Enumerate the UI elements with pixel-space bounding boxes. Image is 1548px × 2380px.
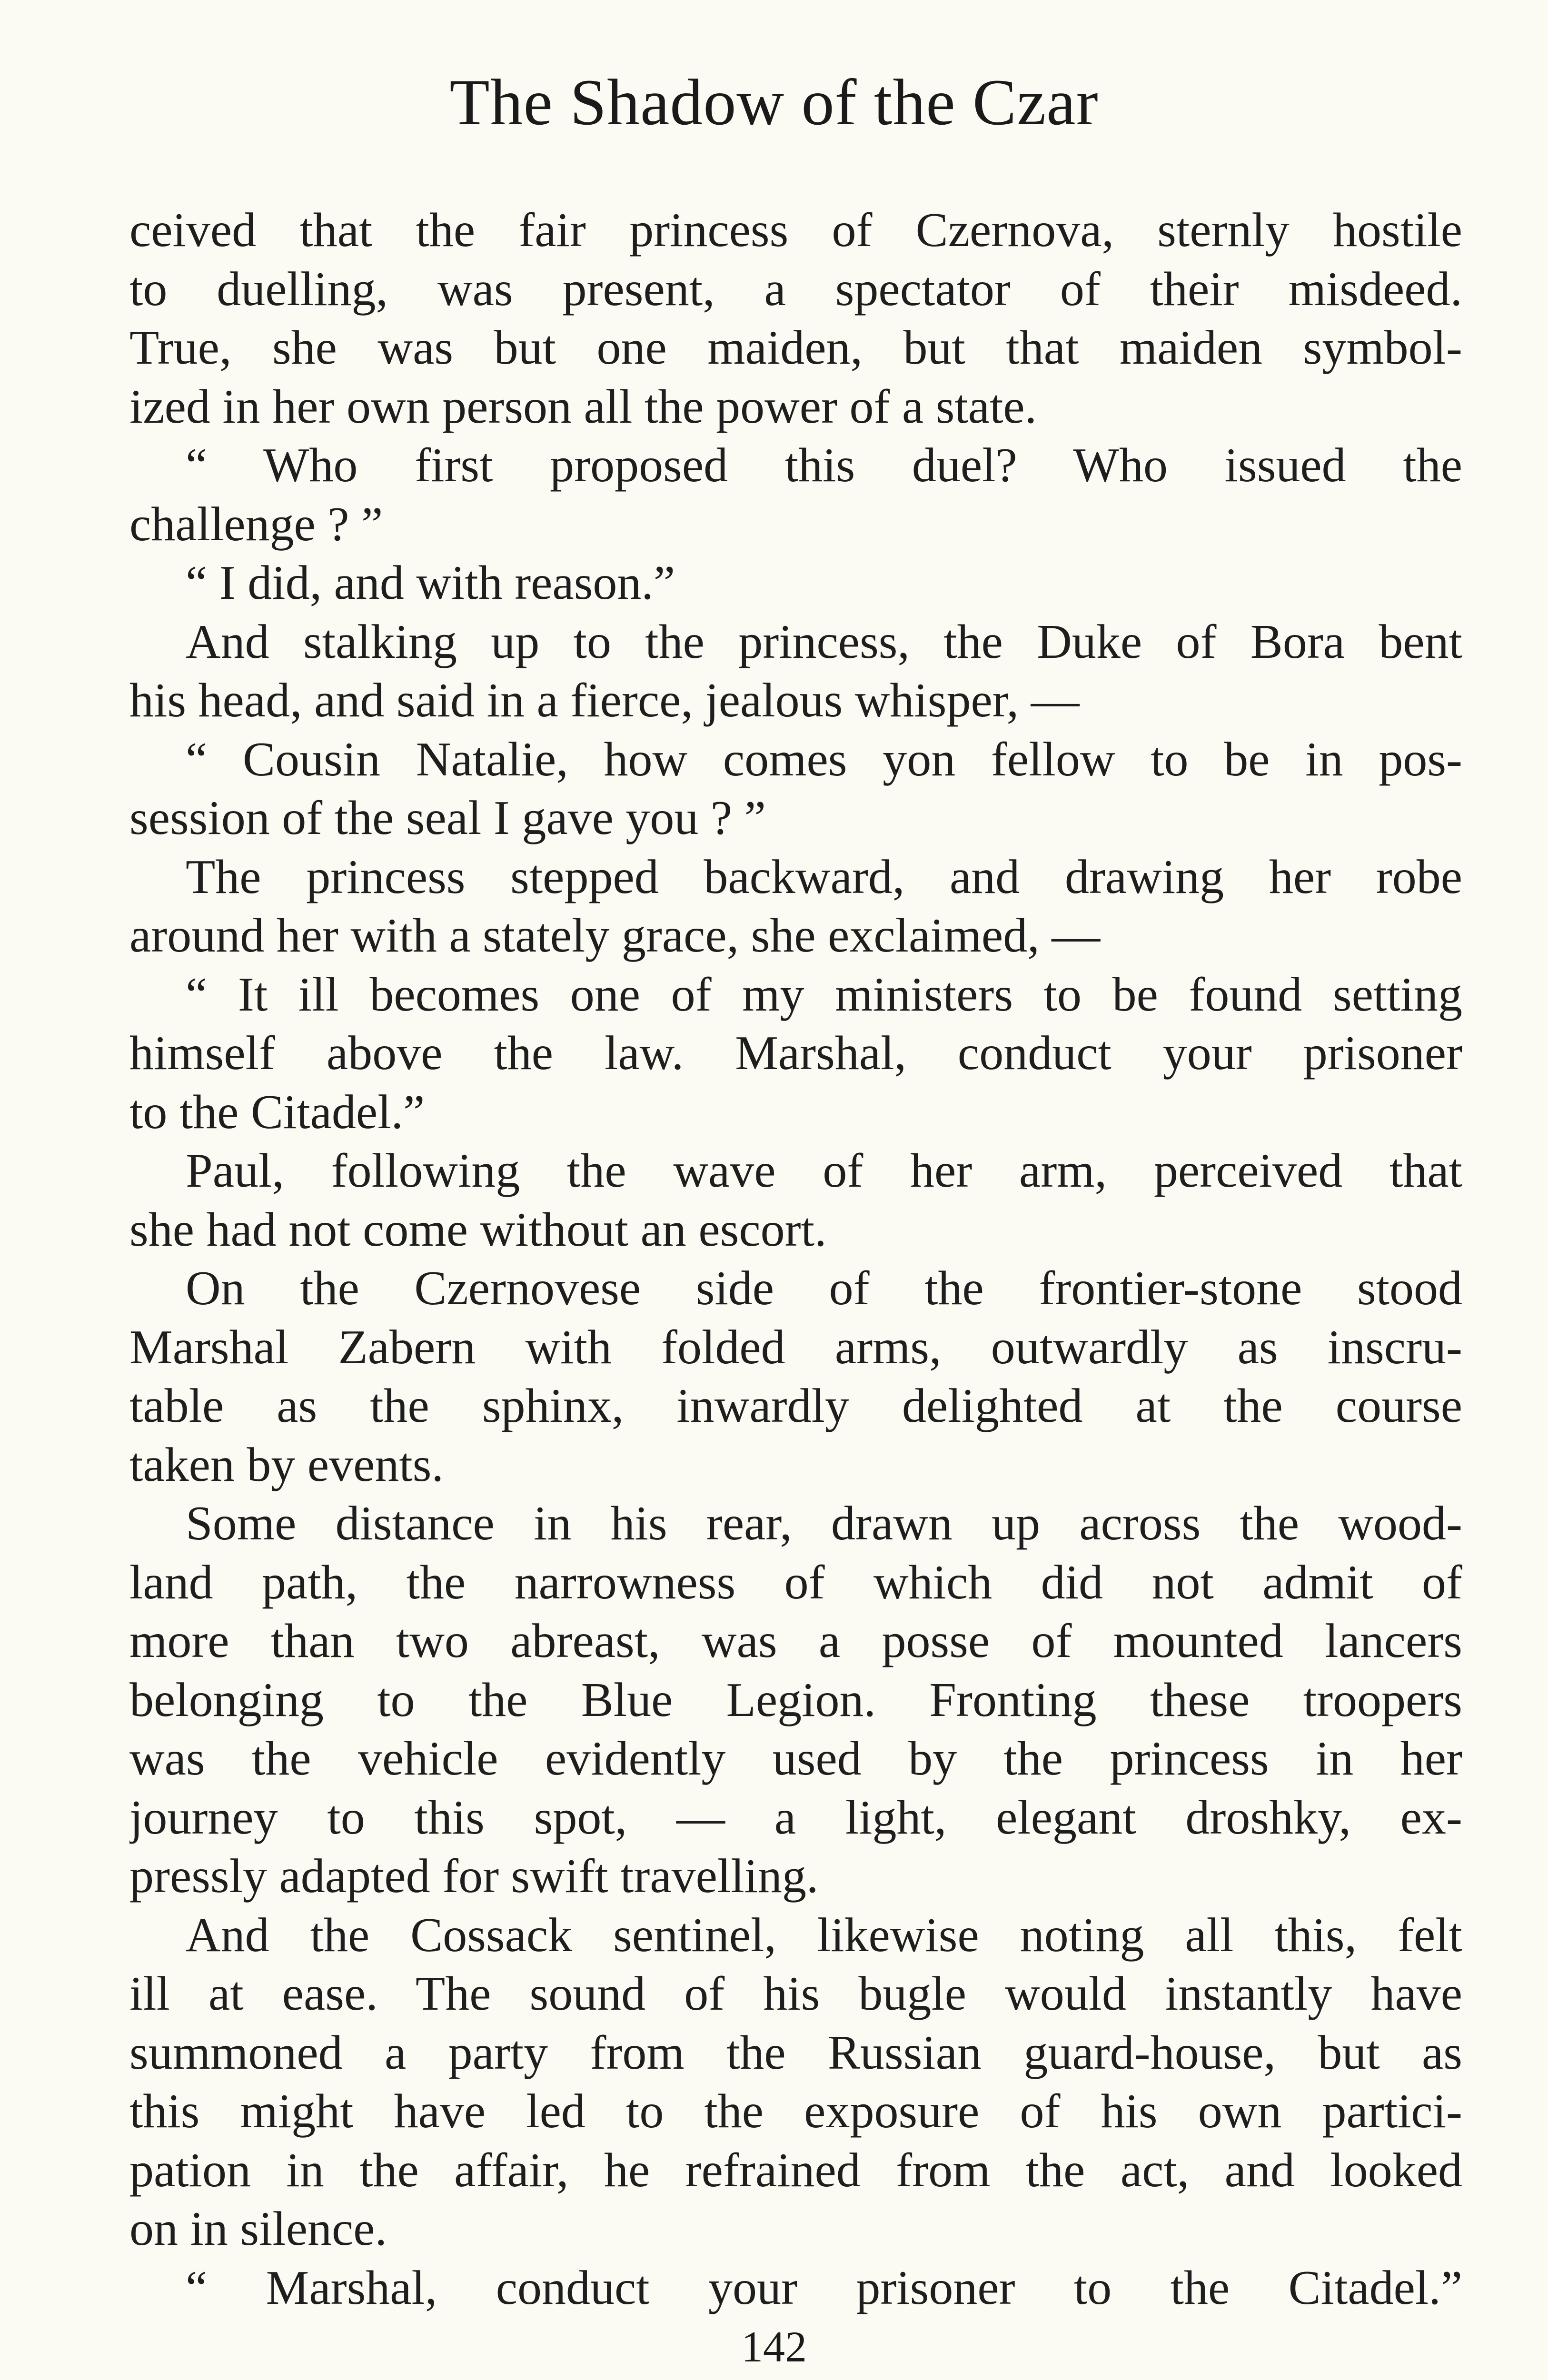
text-line: pation in the affair, he refrained from the act, and looked	[129, 2143, 1462, 2197]
text-line: Marshal Zabern with folded arms, outwardly as inscru-	[129, 1320, 1462, 1374]
text-line: True, she was but one maiden, but that maiden symbol-	[129, 321, 1462, 375]
text-line: On the Czernovese side of the frontier-stone stood	[186, 1261, 1462, 1315]
text-line: ceived that the fair princess of Czernova, sternly hostile	[129, 203, 1462, 257]
text-line: “ It ill becomes one of my ministers to be found setting	[186, 967, 1462, 1021]
text-line: “ Who first proposed this duel? Who issued the	[186, 438, 1462, 492]
text-line: summoned a party from the Russian guard-house, but as	[129, 2025, 1462, 2080]
text-line: “ I did, and with reason.”	[186, 556, 675, 610]
text-line: ized in her own person all the power of a state.	[129, 379, 1037, 434]
text-line: table as the sphinx, inwardly delighted at the course	[129, 1379, 1462, 1433]
text-line: this might have led to the exposure of his own partici-	[129, 2084, 1462, 2138]
text-line: journey to this spot, — a light, elegant droshky, ex-	[129, 1790, 1462, 1844]
text-line: himself above the law. Marshal, conduct your prisoner	[129, 1026, 1462, 1080]
text-line: And the Cossack sentinel, likewise noting all this, felt	[186, 1908, 1462, 1962]
page-number: 142	[741, 2322, 807, 2371]
text-line: Some distance in his rear, drawn up across the wood-	[186, 1497, 1462, 1550]
text-line: was the vehicle evidently used by the princess in her	[129, 1732, 1462, 1785]
text-line: to duelling, was present, a spectator of their misdeed.	[129, 262, 1462, 316]
text-line: Paul, following the wave of her arm, perceived that	[186, 1144, 1462, 1198]
text-line: she had not come without an escort.	[129, 1202, 827, 1257]
text-line: The princess stepped backward, and drawing her robe	[186, 850, 1462, 904]
text-line: belonging to the Blue Legion. Fronting these troopers	[129, 1673, 1462, 1727]
text-line: “ Marshal, conduct your prisoner to the Citadel.”	[186, 2261, 1462, 2315]
text-line: challenge ? ”	[129, 497, 383, 551]
text-line: pressly adapted for swift travelling.	[129, 1849, 819, 1903]
text-line: session of the seal I gave you ? ”	[129, 791, 766, 845]
text-line: “ Cousin Natalie, how comes yon fellow to be in pos-	[186, 732, 1462, 786]
text-line: taken by events.	[129, 1438, 444, 1492]
running-head: The Shadow of the Czar	[449, 66, 1099, 139]
text-line: land path, the narrowness of which did not admit of	[129, 1555, 1462, 1609]
text-line: ill at ease. The sound of his bugle would instantly have	[129, 1967, 1462, 2021]
text-line: around her with a stately grace, she exclaimed, —	[129, 909, 1101, 962]
text-line: And stalking up to the princess, the Duke of Bora bent	[186, 615, 1462, 669]
body-text	[129, 201, 1462, 2317]
text-line: to the Citadel.”	[129, 1085, 425, 1139]
text-line: on in silence.	[129, 2202, 387, 2256]
text-line: more than two abreast, was a posse of mounted lancers	[129, 1614, 1462, 1668]
text-line: his head, and said in a fierce, jealous whisper, —	[129, 674, 1080, 727]
